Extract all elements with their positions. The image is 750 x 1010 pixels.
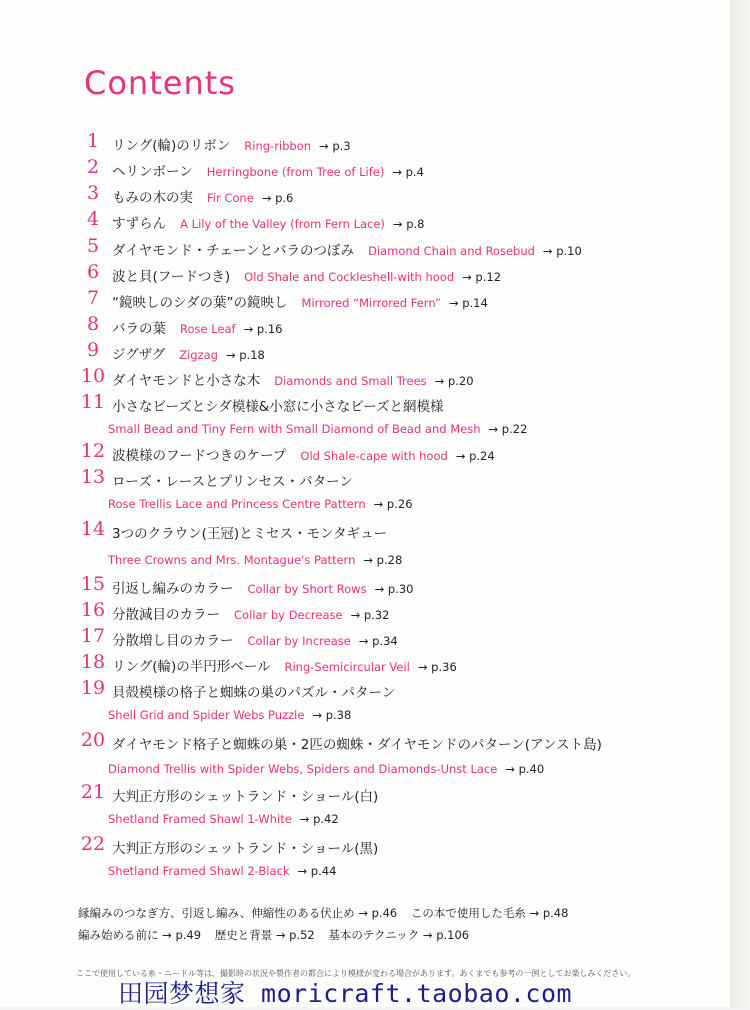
entry-english-title: Zigzag (179, 348, 218, 362)
entry-english-title: Herringbone (from Tree of Life) (206, 165, 385, 179)
entry-english-title: Rose Leaf (180, 322, 236, 336)
entry-page-ref: → p.24 (455, 449, 495, 463)
entry-page-ref: → p.18 (225, 348, 265, 362)
entry-english-title: Mirrored “Mirrored Fern” (301, 296, 441, 310)
entry-page-ref: → p.12 (462, 270, 502, 284)
entry-page-ref: → p.28 (363, 553, 403, 567)
entry-line (112, 160, 424, 180)
footer-item: この本で使用した毛糸 → p.48 (410, 906, 569, 920)
entry-line (108, 421, 527, 436)
entry-number: 14 (80, 518, 106, 540)
entry-line (112, 577, 413, 597)
entry-line (112, 395, 444, 415)
entry-number: 7 (86, 287, 100, 309)
entry-english-title: Diamond Trellis with Spider Webs, Spiders and Diamonds-Unst Lace (108, 762, 498, 776)
entry-page-ref: → p.38 (312, 708, 352, 722)
entry-japanese-title: ダイヤモンドと小さな木 (112, 373, 261, 389)
entry-number: 21 (80, 781, 106, 803)
entry-page-ref: → p.44 (297, 864, 337, 878)
entry-line (112, 470, 353, 490)
entry-number: 22 (80, 833, 106, 855)
entry-number: 17 (80, 625, 106, 647)
entry-number: 18 (80, 651, 106, 673)
entry-japanese-title: 分散増し目のカラー (112, 633, 234, 649)
entry-japanese-title: ローズ・レースとプリンセス・パターン (112, 474, 353, 490)
entry-number: 10 (80, 365, 106, 387)
entry-line (112, 522, 387, 542)
entry-page-ref: → p.3 (319, 139, 351, 153)
entry-line (108, 761, 544, 776)
footer-item: 歴史と背景 → p.52 (214, 928, 315, 942)
entry-japanese-title: 波模様のフードつきのケープ (112, 448, 287, 464)
page-edge (730, 0, 750, 1007)
entry-japanese-title: 大判正方形のシェットランド・ショール(白) (112, 789, 379, 805)
entry-line (112, 681, 395, 701)
entry-line (112, 444, 495, 464)
entry-japanese-title: 波と貝(フードつき) (112, 269, 231, 285)
entry-number: 19 (80, 677, 106, 699)
entry-line (112, 837, 378, 857)
entry-line (112, 603, 389, 623)
entry-japanese-title: 貝殻模様の格子と蜘蛛の巣のパズル・パターン (112, 685, 396, 701)
entry-line (112, 733, 602, 753)
entry-page-ref: → p.20 (434, 374, 474, 388)
entry-japanese-title: ダイヤモンド・チェーンとバラのつぼみ (112, 243, 355, 259)
entry-english-title: Fir Cone (207, 191, 254, 205)
entry-number: 20 (80, 729, 106, 751)
entry-page-ref: → p.26 (373, 497, 413, 511)
entry-english-title: Collar by Increase (247, 634, 351, 648)
entry-page-ref: → p.6 (261, 191, 294, 205)
entry-number: 6 (86, 261, 100, 283)
entry-line (112, 265, 501, 285)
footer-item: 基本のテクニック → p.106 (328, 928, 470, 942)
entry-line (112, 317, 283, 337)
entry-page-ref: → p.10 (542, 244, 582, 258)
footer-item: 縁編みのつなぎ方、引返し編み、伸縮性のある伏止め → p.46 (78, 906, 398, 920)
entry-english-title: Three Crowns and Mrs. Montague's Pattern (108, 553, 356, 567)
entry-japanese-title: 3つのクラウン(王冠)とミセス・モンタギュー (112, 526, 388, 542)
entry-english-title: Diamond Chain and Rosebud (368, 244, 535, 258)
entry-line (112, 343, 265, 363)
entry-page-ref: → p.42 (299, 812, 339, 826)
entry-japanese-title: バラの葉 (112, 321, 166, 337)
fine-print: ここで使用している糸・ニードル等は、撮影時の状況や製作者の都合により模様が変わる場合があります。あくまでも参考の一例としてお楽しみください。 (76, 969, 636, 978)
entry-number: 4 (86, 208, 100, 230)
footer-row-1 (78, 905, 578, 921)
entry-page-ref: → p.30 (374, 582, 414, 596)
entry-english-title: Old Shale-cape with hood (300, 449, 448, 463)
entry-english-title: Ring-Semicircular Veil (284, 660, 410, 674)
entry-page-ref: → p.16 (243, 322, 283, 336)
entry-number: 9 (86, 339, 100, 361)
entry-number: 8 (86, 313, 100, 335)
entry-number: 15 (80, 573, 106, 595)
entry-japanese-title: リング(輪)のリボン (112, 138, 231, 154)
entry-english-title: Small Bead and Tiny Fern with Small Diamond of Bead and Mesh (108, 422, 481, 436)
entry-page-ref: → p.22 (488, 422, 528, 436)
entry-english-title: Old Shale and Cockleshell-with hood (244, 270, 455, 284)
entry-japanese-title: 大判正方形のシェットランド・ショール(黒) (112, 841, 379, 857)
entry-english-title: Shetland Framed Shawl 2-Black (108, 864, 290, 878)
footer-row-2 (78, 927, 479, 943)
entry-line (112, 239, 582, 259)
entry-page-ref: → p.40 (505, 762, 545, 776)
entry-page-ref: → p.34 (358, 634, 398, 648)
entry-line (112, 655, 457, 675)
entry-english-title: Rose Trellis Lace and Princess Centre Pattern (108, 497, 366, 511)
entry-line (112, 785, 378, 805)
entry-japanese-title: ダイヤモンド格子と蜘蛛の巣・2匹の蜘蛛・ダイヤモンドのパターン(アンスト島) (112, 737, 602, 753)
footer-item: 編み始める前に → p.49 (78, 928, 202, 942)
entry-english-title: A Lily of the Valley (from Fern Lace) (180, 217, 385, 231)
entry-japanese-title: すずらん (112, 216, 167, 232)
entry-english-title: Collar by Decrease (234, 608, 343, 622)
entry-japanese-title: 引返し編みのカラー (112, 581, 234, 597)
entry-line (112, 186, 293, 206)
watermark: 田园梦想家 moricraft.taobao.com (118, 979, 573, 1008)
entry-japanese-title: 分散減目のカラー (112, 607, 220, 623)
entry-english-title: Ring-ribbon (244, 139, 312, 153)
entry-page-ref: → p.4 (392, 165, 424, 179)
entry-number: 2 (86, 156, 100, 178)
entry-english-title: Collar by Short Rows (247, 582, 367, 596)
entry-number: 13 (80, 466, 106, 488)
entry-page-ref: → p.8 (392, 217, 425, 231)
entry-line (108, 496, 413, 511)
entry-line (108, 552, 402, 567)
entry-japanese-title: もみの木の実 (112, 190, 193, 206)
entry-line (108, 707, 351, 722)
entry-number: 3 (86, 182, 100, 204)
entry-line (108, 863, 336, 878)
entry-line (112, 134, 351, 154)
entry-japanese-title: ジグザグ (112, 347, 166, 363)
entry-page-ref: → p.36 (417, 660, 457, 674)
entry-japanese-title: 小さなビーズとシダ模様&小窓に小さなビーズと網模様 (112, 399, 444, 415)
entry-english-title: Shell Grid and Spider Webs Puzzle (108, 708, 305, 722)
entry-number: 12 (80, 440, 106, 462)
entry-english-title: Shetland Framed Shawl 1-White (108, 812, 292, 826)
entry-japanese-title: リング(輪)の半円形ベール (112, 659, 271, 675)
entry-line (108, 811, 339, 826)
entry-number: 11 (80, 391, 106, 413)
entry-page-ref: → p.14 (448, 296, 488, 310)
entry-number: 16 (80, 599, 106, 621)
entry-number: 5 (86, 235, 100, 257)
entry-line (112, 212, 425, 232)
entry-number: 1 (86, 130, 100, 152)
page-title: Contents (84, 64, 236, 102)
entry-line (112, 291, 488, 311)
entry-japanese-title: ヘリンボーン (112, 164, 193, 180)
entry-japanese-title: “鏡映しのシダの葉”の鏡映し (112, 295, 288, 311)
entry-english-title: Diamonds and Small Trees (274, 374, 427, 388)
entry-line (112, 629, 398, 649)
entry-line (112, 369, 474, 389)
entry-page-ref: → p.32 (350, 608, 390, 622)
